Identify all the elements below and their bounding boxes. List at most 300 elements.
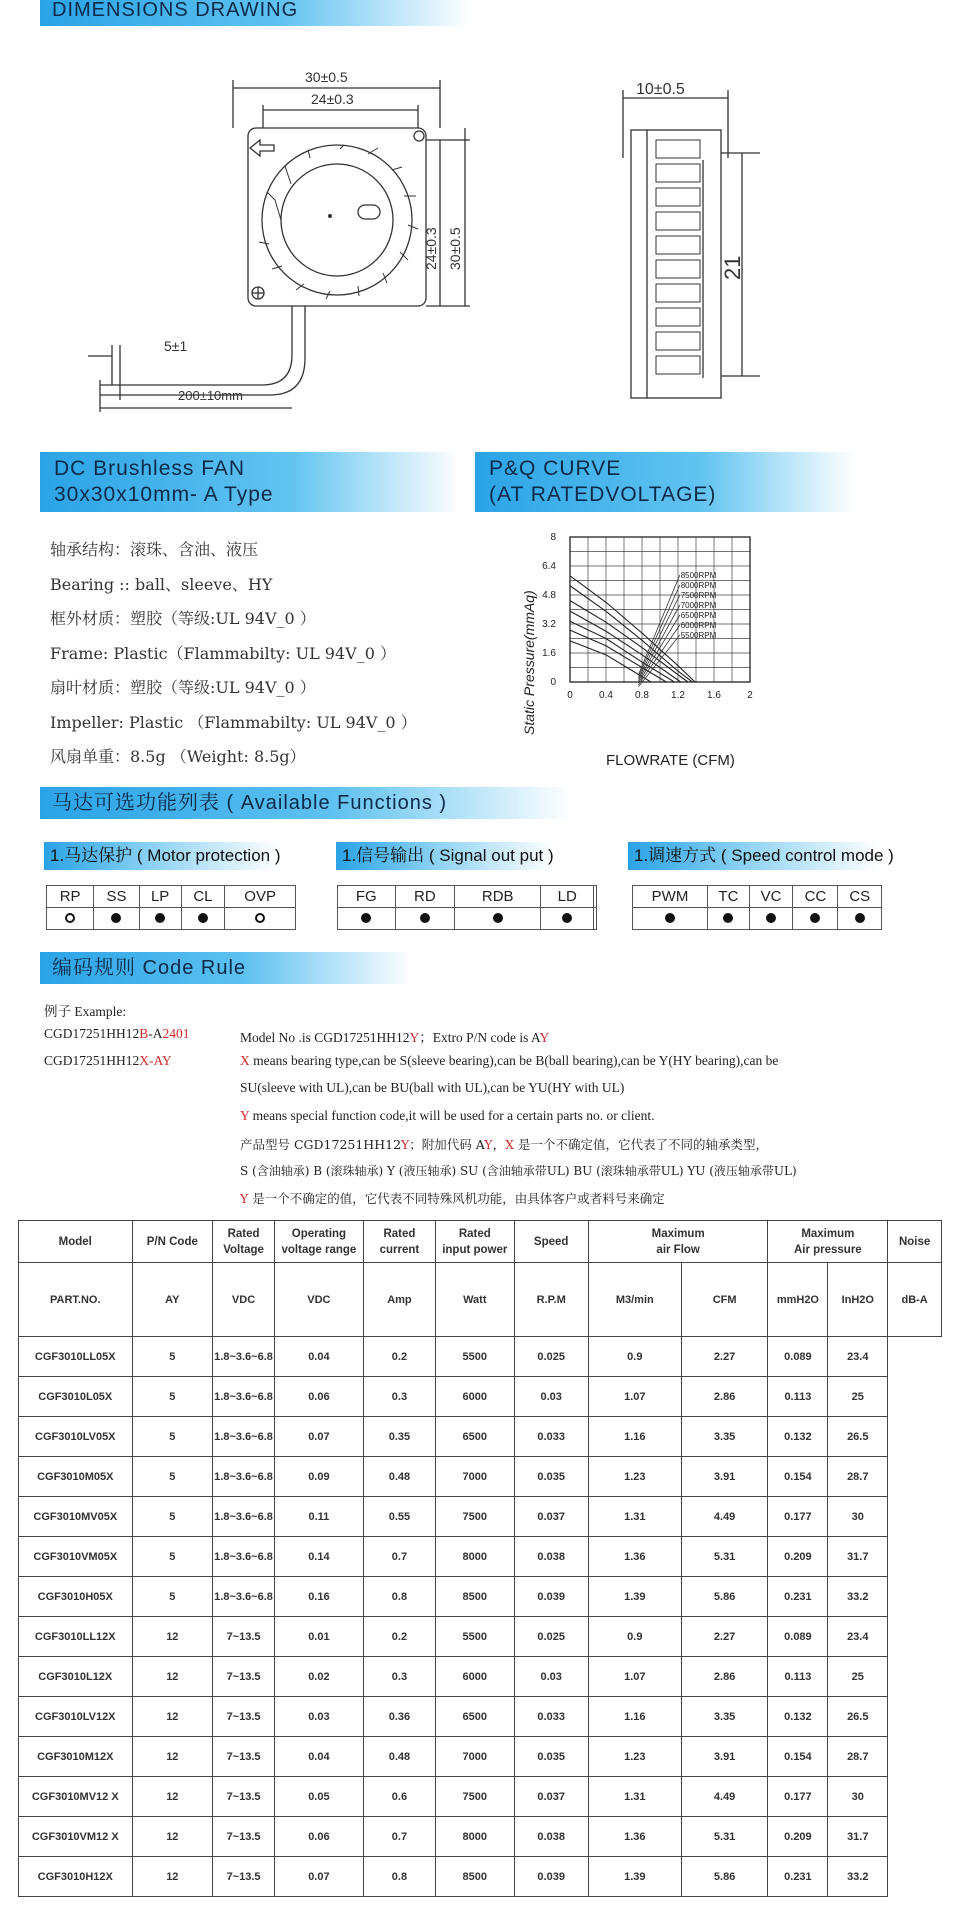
spec-bearing-cn: 轴承结构：滚珠、含油、液压 — [50, 540, 259, 559]
spec-impeller-cn: 扇叶材质：塑胶（等级:UL 94V_0 ） — [50, 678, 316, 697]
value-cell: 8000 — [436, 1817, 514, 1857]
unit-rpm: R.P.M — [514, 1263, 588, 1337]
opt-cl: CL — [181, 886, 225, 908]
section-title-dimensions: DIMENSIONS DRAWING — [40, 0, 472, 26]
mark-rd — [395, 908, 455, 930]
section-title-code-rule: 编码规则 Code Rule — [40, 952, 412, 984]
unit-mmh2o: mmH2O — [768, 1263, 828, 1337]
value-cell: 28.7 — [828, 1457, 888, 1497]
code2-base: CGD17251HH12 — [44, 1053, 140, 1068]
model-cell: CGF3010LL05X — [19, 1337, 133, 1377]
dot-marker-icon — [493, 913, 503, 923]
legend-label: 6000RPM — [680, 621, 717, 630]
opt-cc: CC — [793, 886, 838, 908]
value-cell: 0.089 — [768, 1617, 828, 1657]
mark-rp — [47, 908, 94, 930]
opt-tc: TC — [708, 886, 750, 908]
opt-rdb: RDB — [455, 886, 541, 908]
value-cell: 0.04 — [275, 1337, 364, 1377]
value-cell: 12 — [132, 1657, 213, 1697]
legend-label: 5500RPM — [680, 631, 717, 640]
value-cell: 12 — [132, 1777, 213, 1817]
th-rated3-label: Rated — [458, 1227, 491, 1240]
value-cell: 0.025 — [514, 1337, 588, 1377]
value-cell: 0.35 — [363, 1417, 435, 1457]
l5-f: X — [505, 1137, 514, 1152]
pq-series-line — [570, 611, 681, 682]
code2-x: X — [139, 1053, 150, 1068]
value-cell: 0.03 — [514, 1377, 588, 1417]
model-cell: CGF3010M05X — [19, 1457, 133, 1497]
value-cell: 0.037 — [514, 1777, 588, 1817]
mark-tc — [708, 908, 750, 930]
l4-b: means special function code,it will be used for a certain parts no. or client. — [249, 1108, 655, 1123]
code-line-1 — [240, 1026, 549, 1046]
value-cell: 5 — [132, 1337, 213, 1377]
pq-title-line1: P&Q CURVE — [489, 457, 622, 480]
th-rated-label: Rated — [227, 1227, 260, 1240]
value-cell: 1.39 — [588, 1577, 681, 1617]
value-cell: 0.09 — [275, 1457, 364, 1497]
dim-21: 21 — [720, 255, 745, 280]
l5-c: ；附加代码 A — [409, 1137, 485, 1152]
value-cell: 5.86 — [681, 1577, 768, 1617]
value-cell: 0.033 — [514, 1417, 588, 1457]
l5-b: Y — [401, 1137, 410, 1152]
th-pn-code: P/N Code — [132, 1221, 213, 1263]
value-cell: 1.31 — [588, 1497, 681, 1537]
value-cell: 0.132 — [768, 1697, 828, 1737]
value-cell: 0.7 — [363, 1817, 435, 1857]
dot-marker-icon — [723, 913, 733, 923]
model-cell: CGF3010H12X — [19, 1857, 133, 1897]
value-cell: 1.8~3.6~6.8 — [213, 1577, 275, 1617]
value-cell: 0.3 — [363, 1377, 435, 1417]
table-row — [19, 1337, 942, 1377]
value-cell: 0.06 — [275, 1377, 364, 1417]
unit-vdc: VDC — [213, 1263, 275, 1337]
motor-protection-table — [46, 885, 296, 930]
value-cell: 1.23 — [588, 1457, 681, 1497]
value-cell: 0.113 — [768, 1657, 828, 1697]
ring-marker-icon — [65, 913, 75, 923]
value-cell: 26.5 — [828, 1697, 888, 1737]
speed-control-table — [632, 885, 882, 930]
value-cell: 0.154 — [768, 1457, 828, 1497]
code1-num: 2401 — [162, 1026, 190, 1041]
th-voltage-label: Voltage — [223, 1243, 264, 1256]
section-title-functions: 马达可选功能列表 ( Available Functions ) — [40, 787, 572, 819]
value-cell: 0.231 — [768, 1857, 828, 1897]
value-cell: 0.089 — [768, 1337, 828, 1377]
mark-ovp — [225, 908, 296, 930]
dot-marker-icon — [810, 913, 820, 923]
code-line-7 — [240, 1189, 665, 1207]
table-row — [19, 1817, 942, 1857]
l2-a: X — [240, 1053, 250, 1068]
table-row — [19, 1417, 942, 1457]
mark-rdb — [455, 908, 541, 930]
value-cell: 0.8 — [363, 1577, 435, 1617]
dim-200: 200±10mm — [178, 388, 243, 403]
table-row — [19, 1377, 942, 1417]
value-cell: 5 — [132, 1497, 213, 1537]
value-cell: 28.7 — [828, 1737, 888, 1777]
unit-watt: Watt — [436, 1263, 514, 1337]
value-cell: 6000 — [436, 1377, 514, 1417]
dim-24-vertical: 24±0.3 — [423, 227, 439, 270]
value-cell: 0.9 — [588, 1337, 681, 1377]
value-cell: 0.113 — [768, 1377, 828, 1417]
value-cell: 0.038 — [514, 1817, 588, 1857]
value-cell: 0.209 — [768, 1817, 828, 1857]
dim-30: 30±0.5 — [305, 69, 348, 85]
value-cell: 0.209 — [768, 1537, 828, 1577]
value-cell: 2.86 — [681, 1657, 768, 1697]
table-row — [19, 1737, 942, 1777]
pq-title-line2: (AT RATEDVOLTAGE) — [489, 483, 717, 506]
dim-10: 10±0.5 — [636, 81, 685, 98]
code-line-2 — [240, 1053, 778, 1069]
value-cell: 33.2 — [828, 1577, 888, 1617]
table-row — [19, 1777, 942, 1817]
value-cell: 7~13.5 — [213, 1777, 275, 1817]
example-code-1 — [44, 1026, 190, 1042]
value-cell: 7~13.5 — [213, 1817, 275, 1857]
value-cell: 0.02 — [275, 1657, 364, 1697]
value-cell: 0.154 — [768, 1737, 828, 1777]
value-cell: 12 — [132, 1737, 213, 1777]
value-cell: 12 — [132, 1697, 213, 1737]
value-cell: 1.16 — [588, 1417, 681, 1457]
value-cell: 0.36 — [363, 1697, 435, 1737]
model-cell: CGF3010MV12 X — [19, 1777, 133, 1817]
value-cell: 8500 — [436, 1577, 514, 1617]
speed-control-title: 1.调速方式 ( Speed control mode ) — [628, 842, 924, 870]
value-cell: 5 — [132, 1377, 213, 1417]
value-cell: 3.91 — [681, 1457, 768, 1497]
chart-ylabel: Static Pressure(mmAq) — [521, 590, 537, 735]
code2-ay: -AY — [149, 1053, 172, 1068]
spec-frame-cn: 框外材质：塑胶（等级:UL 94V_0 ） — [50, 609, 316, 628]
l1-c: ；Extro P/N code is A — [419, 1030, 540, 1045]
code1-b: B — [139, 1026, 149, 1041]
value-cell: 0.8 — [363, 1857, 435, 1897]
value-cell: 4.49 — [681, 1497, 768, 1537]
opt-ld: LD — [541, 886, 594, 908]
dot-marker-icon — [766, 913, 776, 923]
l2-b: means bearing type,can be S(sleeve bearing),can be B(ball bearing),can be Y(HY bearing),can be — [249, 1053, 779, 1068]
value-cell: 12 — [132, 1617, 213, 1657]
code-line-3: SU(sleeve with UL),can be BU(ball with UL),can be YU(HY with UL) — [240, 1080, 625, 1095]
ring-marker-icon — [255, 913, 265, 923]
value-cell: 0.037 — [514, 1497, 588, 1537]
opt-ovp: OVP — [225, 886, 296, 908]
th-rated2-label: Rated — [383, 1227, 416, 1240]
table-row — [19, 1577, 942, 1617]
signal-output-title: 1.信号输出 ( Signal out put ) — [336, 842, 592, 870]
value-cell: 0.55 — [363, 1497, 435, 1537]
unit-amp: Amp — [363, 1263, 435, 1337]
value-cell: 0.01 — [275, 1617, 364, 1657]
legend-label: 6500RPM — [680, 611, 717, 620]
dot-marker-icon — [361, 913, 371, 923]
value-cell: 8000 — [436, 1537, 514, 1577]
table-row — [19, 1617, 942, 1657]
code-line-6: S (含油轴承) B (滚珠轴承) Y (液压轴承) SU (含油轴承带UL) BU (滚珠轴承带UL) YU (液压轴承带UL) — [240, 1164, 797, 1178]
value-cell: 5.31 — [681, 1537, 768, 1577]
spec-impeller-en: Impeller: Plastic （Flammabilty: UL 94V_0 ） — [50, 713, 417, 732]
legend-label: 7500RPM — [680, 591, 717, 600]
mark-ld — [541, 908, 594, 930]
fan-title-line1: DC Brushless FAN — [54, 457, 246, 480]
value-cell: 0.07 — [275, 1417, 364, 1457]
value-cell: 1.31 — [588, 1777, 681, 1817]
value-cell: 1.07 — [588, 1657, 681, 1697]
value-cell: 26.5 — [828, 1417, 888, 1457]
spec-weight: 风扇单重：8.5g （Weight: 8.5g） — [50, 747, 306, 766]
value-cell: 2.27 — [681, 1617, 768, 1657]
legend-leader-line — [638, 625, 679, 685]
table-row — [19, 1537, 942, 1577]
value-cell: 23.4 — [828, 1617, 888, 1657]
code-line-4 — [240, 1108, 655, 1124]
th-power-label: input power — [442, 1243, 508, 1256]
y-tick-label: 6.4 — [542, 561, 556, 572]
value-cell: 0.03 — [275, 1697, 364, 1737]
value-cell: 0.132 — [768, 1417, 828, 1457]
model-cell: CGF3010VM05X — [19, 1537, 133, 1577]
value-cell: 2.27 — [681, 1337, 768, 1377]
mark-empty — [594, 908, 597, 930]
l5-a: 产品型号 CGD17251HH12 — [240, 1137, 402, 1152]
dot-marker-icon — [665, 913, 675, 923]
value-cell: 3.91 — [681, 1737, 768, 1777]
dim-5: 5±1 — [164, 338, 188, 354]
value-cell: 0.035 — [514, 1457, 588, 1497]
value-cell: 7~13.5 — [213, 1657, 275, 1697]
value-cell: 7000 — [436, 1457, 514, 1497]
value-cell: 0.07 — [275, 1857, 364, 1897]
fan-title-band — [40, 452, 460, 512]
model-cell: CGF3010VM12 X — [19, 1817, 133, 1857]
th-noise: Noise — [888, 1221, 942, 1263]
legend-label: 8500RPM — [680, 571, 717, 580]
value-cell: 3.35 — [681, 1697, 768, 1737]
value-cell: 0.231 — [768, 1577, 828, 1617]
th-rated-voltage — [213, 1221, 275, 1263]
mark-pwm — [633, 908, 708, 930]
table-row — [19, 1697, 942, 1737]
th-max2-label: Maximum — [801, 1227, 855, 1240]
value-cell: 25 — [828, 1657, 888, 1697]
x-tick-label: 0.4 — [599, 690, 613, 701]
dot-marker-icon — [420, 913, 430, 923]
y-tick-label: 8 — [550, 532, 556, 543]
value-cell: 0.6 — [363, 1777, 435, 1817]
value-cell: 0.48 — [363, 1737, 435, 1777]
unit-m3min: M3/min — [588, 1263, 681, 1337]
value-cell: 0.03 — [514, 1657, 588, 1697]
mark-cl — [181, 908, 225, 930]
model-cell: CGF3010L05X — [19, 1377, 133, 1417]
th-vrange-label: voltage range — [281, 1243, 357, 1256]
th-max-airflow — [588, 1221, 768, 1263]
value-cell: 3.35 — [681, 1417, 768, 1457]
model-cell: CGF3010H05X — [19, 1577, 133, 1617]
y-tick-label: 0 — [550, 677, 556, 688]
x-tick-label: 1.6 — [707, 690, 721, 701]
value-cell: 0.11 — [275, 1497, 364, 1537]
value-cell: 0.06 — [275, 1817, 364, 1857]
value-cell: 1.16 — [588, 1697, 681, 1737]
x-tick-label: 1.2 — [671, 690, 685, 701]
mark-ss — [94, 908, 139, 930]
value-cell: 12 — [132, 1857, 213, 1897]
value-cell: 33.2 — [828, 1857, 888, 1897]
th-rated-current — [363, 1221, 435, 1263]
opt-vc: VC — [749, 886, 793, 908]
opt-empty — [594, 886, 597, 908]
value-cell: 30 — [828, 1777, 888, 1817]
opt-rd: RD — [395, 886, 455, 908]
th-operating-label: Operating — [291, 1227, 347, 1240]
dim-24: 24±0.3 — [311, 91, 354, 107]
unit-dba: dB-A — [888, 1263, 942, 1337]
value-cell: 7~13.5 — [213, 1737, 275, 1777]
value-cell: 0.038 — [514, 1537, 588, 1577]
value-cell: 0.04 — [275, 1737, 364, 1777]
value-cell: 8500 — [436, 1857, 514, 1897]
value-cell: 25 — [828, 1377, 888, 1417]
l1-b: Y — [409, 1030, 420, 1045]
code1-base: CGD17251HH12 — [44, 1026, 140, 1041]
value-cell: 7~13.5 — [213, 1857, 275, 1897]
value-cell: 0.025 — [514, 1617, 588, 1657]
mark-fg — [338, 908, 396, 930]
fan-title-line2: 30x30x10mm- A Type — [54, 483, 274, 506]
value-cell: 2.86 — [681, 1377, 768, 1417]
value-cell: 0.3 — [363, 1657, 435, 1697]
example-code-2 — [44, 1053, 172, 1069]
spec-frame-en: Frame: Plastic（Flammabilty: UL 94V_0 ） — [50, 644, 396, 663]
value-cell: 0.05 — [275, 1777, 364, 1817]
th-model: Model — [19, 1221, 133, 1263]
table-row — [19, 1497, 942, 1537]
value-cell: 1.8~3.6~6.8 — [213, 1537, 275, 1577]
value-cell: 5.31 — [681, 1817, 768, 1857]
value-cell: 1.8~3.6~6.8 — [213, 1417, 275, 1457]
pq-title-band — [475, 452, 855, 512]
value-cell: 23.4 — [828, 1337, 888, 1377]
l7-a: Y — [240, 1191, 249, 1206]
model-cell: CGF3010M12X — [19, 1737, 133, 1777]
model-cell: CGF3010LV12X — [19, 1697, 133, 1737]
th-operating-range — [275, 1221, 364, 1263]
dot-marker-icon — [111, 913, 121, 923]
value-cell: 7~13.5 — [213, 1697, 275, 1737]
model-cell: CGF3010MV05X — [19, 1497, 133, 1537]
l1-a: Model No .is CGD17251HH12 — [240, 1030, 410, 1045]
value-cell: 0.9 — [588, 1617, 681, 1657]
unit-cfm: CFM — [681, 1263, 768, 1337]
signal-output-table — [337, 885, 597, 930]
mark-lp — [139, 908, 181, 930]
value-cell: 0.177 — [768, 1497, 828, 1537]
table-row — [19, 1457, 942, 1497]
spec-bearing-en: Bearing :: ball、sleeve、HY — [50, 575, 273, 594]
value-cell: 31.7 — [828, 1817, 888, 1857]
code-line-5 — [240, 1135, 768, 1153]
l5-e: ， — [492, 1137, 506, 1152]
value-cell: 0.039 — [514, 1857, 588, 1897]
dot-marker-icon — [855, 913, 865, 923]
value-cell: 0.2 — [363, 1617, 435, 1657]
pq-curve-chart — [510, 525, 840, 775]
table-row — [19, 1857, 942, 1897]
opt-lp: LP — [139, 886, 181, 908]
opt-fg: FG — [338, 886, 396, 908]
value-cell: 5500 — [436, 1617, 514, 1657]
l5-g: 是一个不确定值，它代表了不同的轴承类型， — [513, 1137, 768, 1152]
motor-protection-title: 1.马达保护 ( Motor protection ) — [44, 842, 320, 870]
value-cell: 7~13.5 — [213, 1617, 275, 1657]
unit-inh2o: InH2O — [828, 1263, 888, 1337]
value-cell: 0.14 — [275, 1537, 364, 1577]
x-tick-label: 0.8 — [635, 690, 649, 701]
value-cell: 6500 — [436, 1697, 514, 1737]
value-cell: 4.49 — [681, 1777, 768, 1817]
mark-cc — [793, 908, 838, 930]
value-cell: 0.033 — [514, 1697, 588, 1737]
value-cell: 1.8~3.6~6.8 — [213, 1377, 275, 1417]
x-tick-label: 0 — [567, 690, 573, 701]
value-cell: 5500 — [436, 1337, 514, 1377]
value-cell: 6500 — [436, 1417, 514, 1457]
value-cell: 7500 — [436, 1777, 514, 1817]
dim-30-vertical: 30±0.5 — [447, 227, 463, 270]
value-cell: 6000 — [436, 1657, 514, 1697]
th-airpress-label: Air pressure — [793, 1243, 862, 1256]
unit-row — [19, 1263, 942, 1337]
l7-b: 是一个不确定的值，它代表不同特殊风机功能，由具体客户或者料号来确定 — [248, 1191, 665, 1206]
model-cell: CGF3010L12X — [19, 1657, 133, 1697]
value-cell: 0.7 — [363, 1537, 435, 1577]
opt-rp: RP — [47, 886, 94, 908]
value-cell: 30 — [828, 1497, 888, 1537]
value-cell: 1.39 — [588, 1857, 681, 1897]
code1-a: -A — [148, 1026, 163, 1041]
y-tick-label: 4.8 — [542, 590, 556, 601]
value-cell: 5.86 — [681, 1857, 768, 1897]
x-tick-label: 2 — [747, 690, 753, 701]
value-cell: 1.23 — [588, 1737, 681, 1777]
value-cell: 12 — [132, 1817, 213, 1857]
value-cell: 7500 — [436, 1497, 514, 1537]
l1-d: Y — [539, 1030, 550, 1045]
value-cell: 1.36 — [588, 1817, 681, 1857]
value-cell: 1.8~3.6~6.8 — [213, 1497, 275, 1537]
spec-table — [18, 1220, 942, 1897]
th-rated-power — [436, 1221, 514, 1263]
value-cell: 5 — [132, 1457, 213, 1497]
pn-code-cell: AY — [132, 1263, 213, 1337]
value-cell: 1.07 — [588, 1377, 681, 1417]
value-cell: 0.2 — [363, 1337, 435, 1377]
pq-series-line — [570, 621, 674, 682]
dot-marker-icon — [155, 913, 165, 923]
value-cell: 1.8~3.6~6.8 — [213, 1457, 275, 1497]
